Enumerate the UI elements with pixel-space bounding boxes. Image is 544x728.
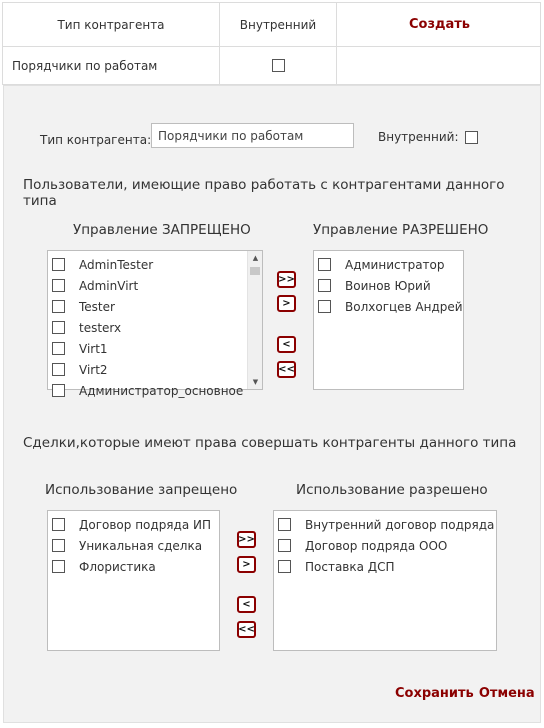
list-item[interactable] [48,338,262,359]
list-item-label: Администратор [345,257,445,272]
list-item-label: Флористика [79,559,156,574]
grid-header [2,2,541,47]
users-allowed-list[interactable] [313,250,464,390]
deals-move-all-right-button[interactable] [237,531,256,548]
header-internal-label: Внутренний [239,17,317,32]
list-item-label: Virt1 [79,341,108,356]
list-item[interactable] [274,514,496,535]
row-internal-cell [220,47,337,84]
users-denied-list[interactable] [47,250,263,398]
list-item-label: AdminVirt [79,278,139,293]
move-all-left-label: << [278,363,295,375]
deals-move-all-left-button[interactable] [237,621,256,638]
list-item-checkbox[interactable] [52,300,65,313]
scroll-thumb[interactable] [250,267,260,275]
list-item-label: AdminTester [79,257,154,272]
move-right-label: > [242,558,251,570]
list-item[interactable] [274,535,496,556]
type-input[interactable] [151,123,354,148]
list-item[interactable] [274,556,496,577]
list-item[interactable] [48,380,262,401]
list-item-label: Внутренний договор подряда [305,517,495,532]
list-item-checkbox[interactable] [52,363,65,376]
row-empty-cell [337,47,542,84]
internal-checkbox[interactable] [465,131,478,144]
move-all-right-label: >> [238,533,255,545]
list-item-label: Волхогцев Андрей [345,299,463,314]
scroll-up-icon[interactable]: ▲ [252,254,259,262]
list-item-checkbox[interactable] [52,384,65,397]
row-type-label: Порядчики по работам [12,58,158,73]
list-item-label: Поставка ДСП [305,559,395,574]
deals-move-right-button[interactable] [237,556,256,573]
list-item-label: Уникальная сделка [79,538,203,553]
row-type-cell [3,47,220,84]
row-internal-checkbox[interactable] [272,59,285,72]
move-right-label: > [282,297,291,309]
users-denied-title: Управление ЗАПРЕЩЕНО [73,222,251,238]
footer-actions [395,682,535,701]
users-move-right-button[interactable] [277,295,296,312]
save-link[interactable]: Сохранить [395,686,474,701]
list-item-checkbox[interactable] [52,321,65,334]
header-type [3,3,220,46]
list-item[interactable] [48,296,262,317]
edit-panel [3,85,541,723]
list-item-label: Virt2 [79,362,108,377]
type-input-value: Порядчики по работам [158,128,304,143]
users-move-all-right-button[interactable] [277,271,296,288]
type-label: Тип контрагента: [40,133,152,147]
list-item[interactable] [48,359,262,380]
list-item[interactable] [314,296,463,317]
table-row[interactable] [2,47,541,85]
scroll-down-icon[interactable]: ▼ [252,378,259,386]
list-item-checkbox[interactable] [318,258,331,271]
move-all-right-label: >> [278,273,295,285]
list-item[interactable] [48,275,262,296]
list-item-label: Tester [79,299,115,314]
create-link[interactable]: Создать [408,17,471,32]
users-allowed-title: Управление РАЗРЕШЕНО [313,222,489,238]
users-move-all-left-button[interactable] [277,361,296,378]
list-item-label: testerx [79,320,122,335]
users-move-left-button[interactable] [277,336,296,353]
deals-denied-title: Использование запрещено [45,482,238,498]
deals-allowed-title: Использование разрешено [296,482,488,498]
list-item-label: Администратор_основное [79,383,244,398]
deals-allowed-list[interactable] [273,510,497,651]
list-item-label: Договор подряда ИП [79,517,211,532]
internal-label: Внутренний: [378,130,459,144]
list-item-checkbox[interactable] [52,539,65,552]
list-item-label: Воинов Юрий [345,278,431,293]
header-type-label: Тип контрагента [57,17,165,32]
list-item-checkbox[interactable] [52,518,65,531]
scrollbar[interactable] [247,251,262,389]
move-all-left-label: << [238,623,255,635]
list-item-checkbox[interactable] [278,539,291,552]
list-item-checkbox[interactable] [52,342,65,355]
list-item-checkbox[interactable] [52,258,65,271]
header-internal [220,3,337,46]
header-create [337,3,542,46]
list-item-checkbox[interactable] [318,279,331,292]
cancel-link[interactable]: Отмена [478,686,535,701]
deals-denied-list[interactable] [47,510,220,651]
list-item[interactable] [314,254,463,275]
list-item[interactable] [314,275,463,296]
list-item-checkbox[interactable] [318,300,331,313]
deals-move-left-button[interactable] [237,596,256,613]
list-item-checkbox[interactable] [278,560,291,573]
users-section-title: Пользователи, имеющие право работать с контрагентами данного типа [23,177,505,209]
list-item-label: Договор подряда ООО [305,538,448,553]
list-item-checkbox[interactable] [278,518,291,531]
list-item-checkbox[interactable] [52,279,65,292]
list-item[interactable] [48,556,219,577]
list-item-checkbox[interactable] [52,560,65,573]
move-left-label: < [242,598,251,610]
deals-section-title: Сделки,которые имеют права совершать контрагенты данного типа [23,435,517,451]
list-item[interactable] [48,514,219,535]
list-item[interactable] [48,254,262,275]
list-item[interactable] [48,535,219,556]
list-item[interactable] [48,317,262,338]
move-left-label: < [282,338,291,350]
